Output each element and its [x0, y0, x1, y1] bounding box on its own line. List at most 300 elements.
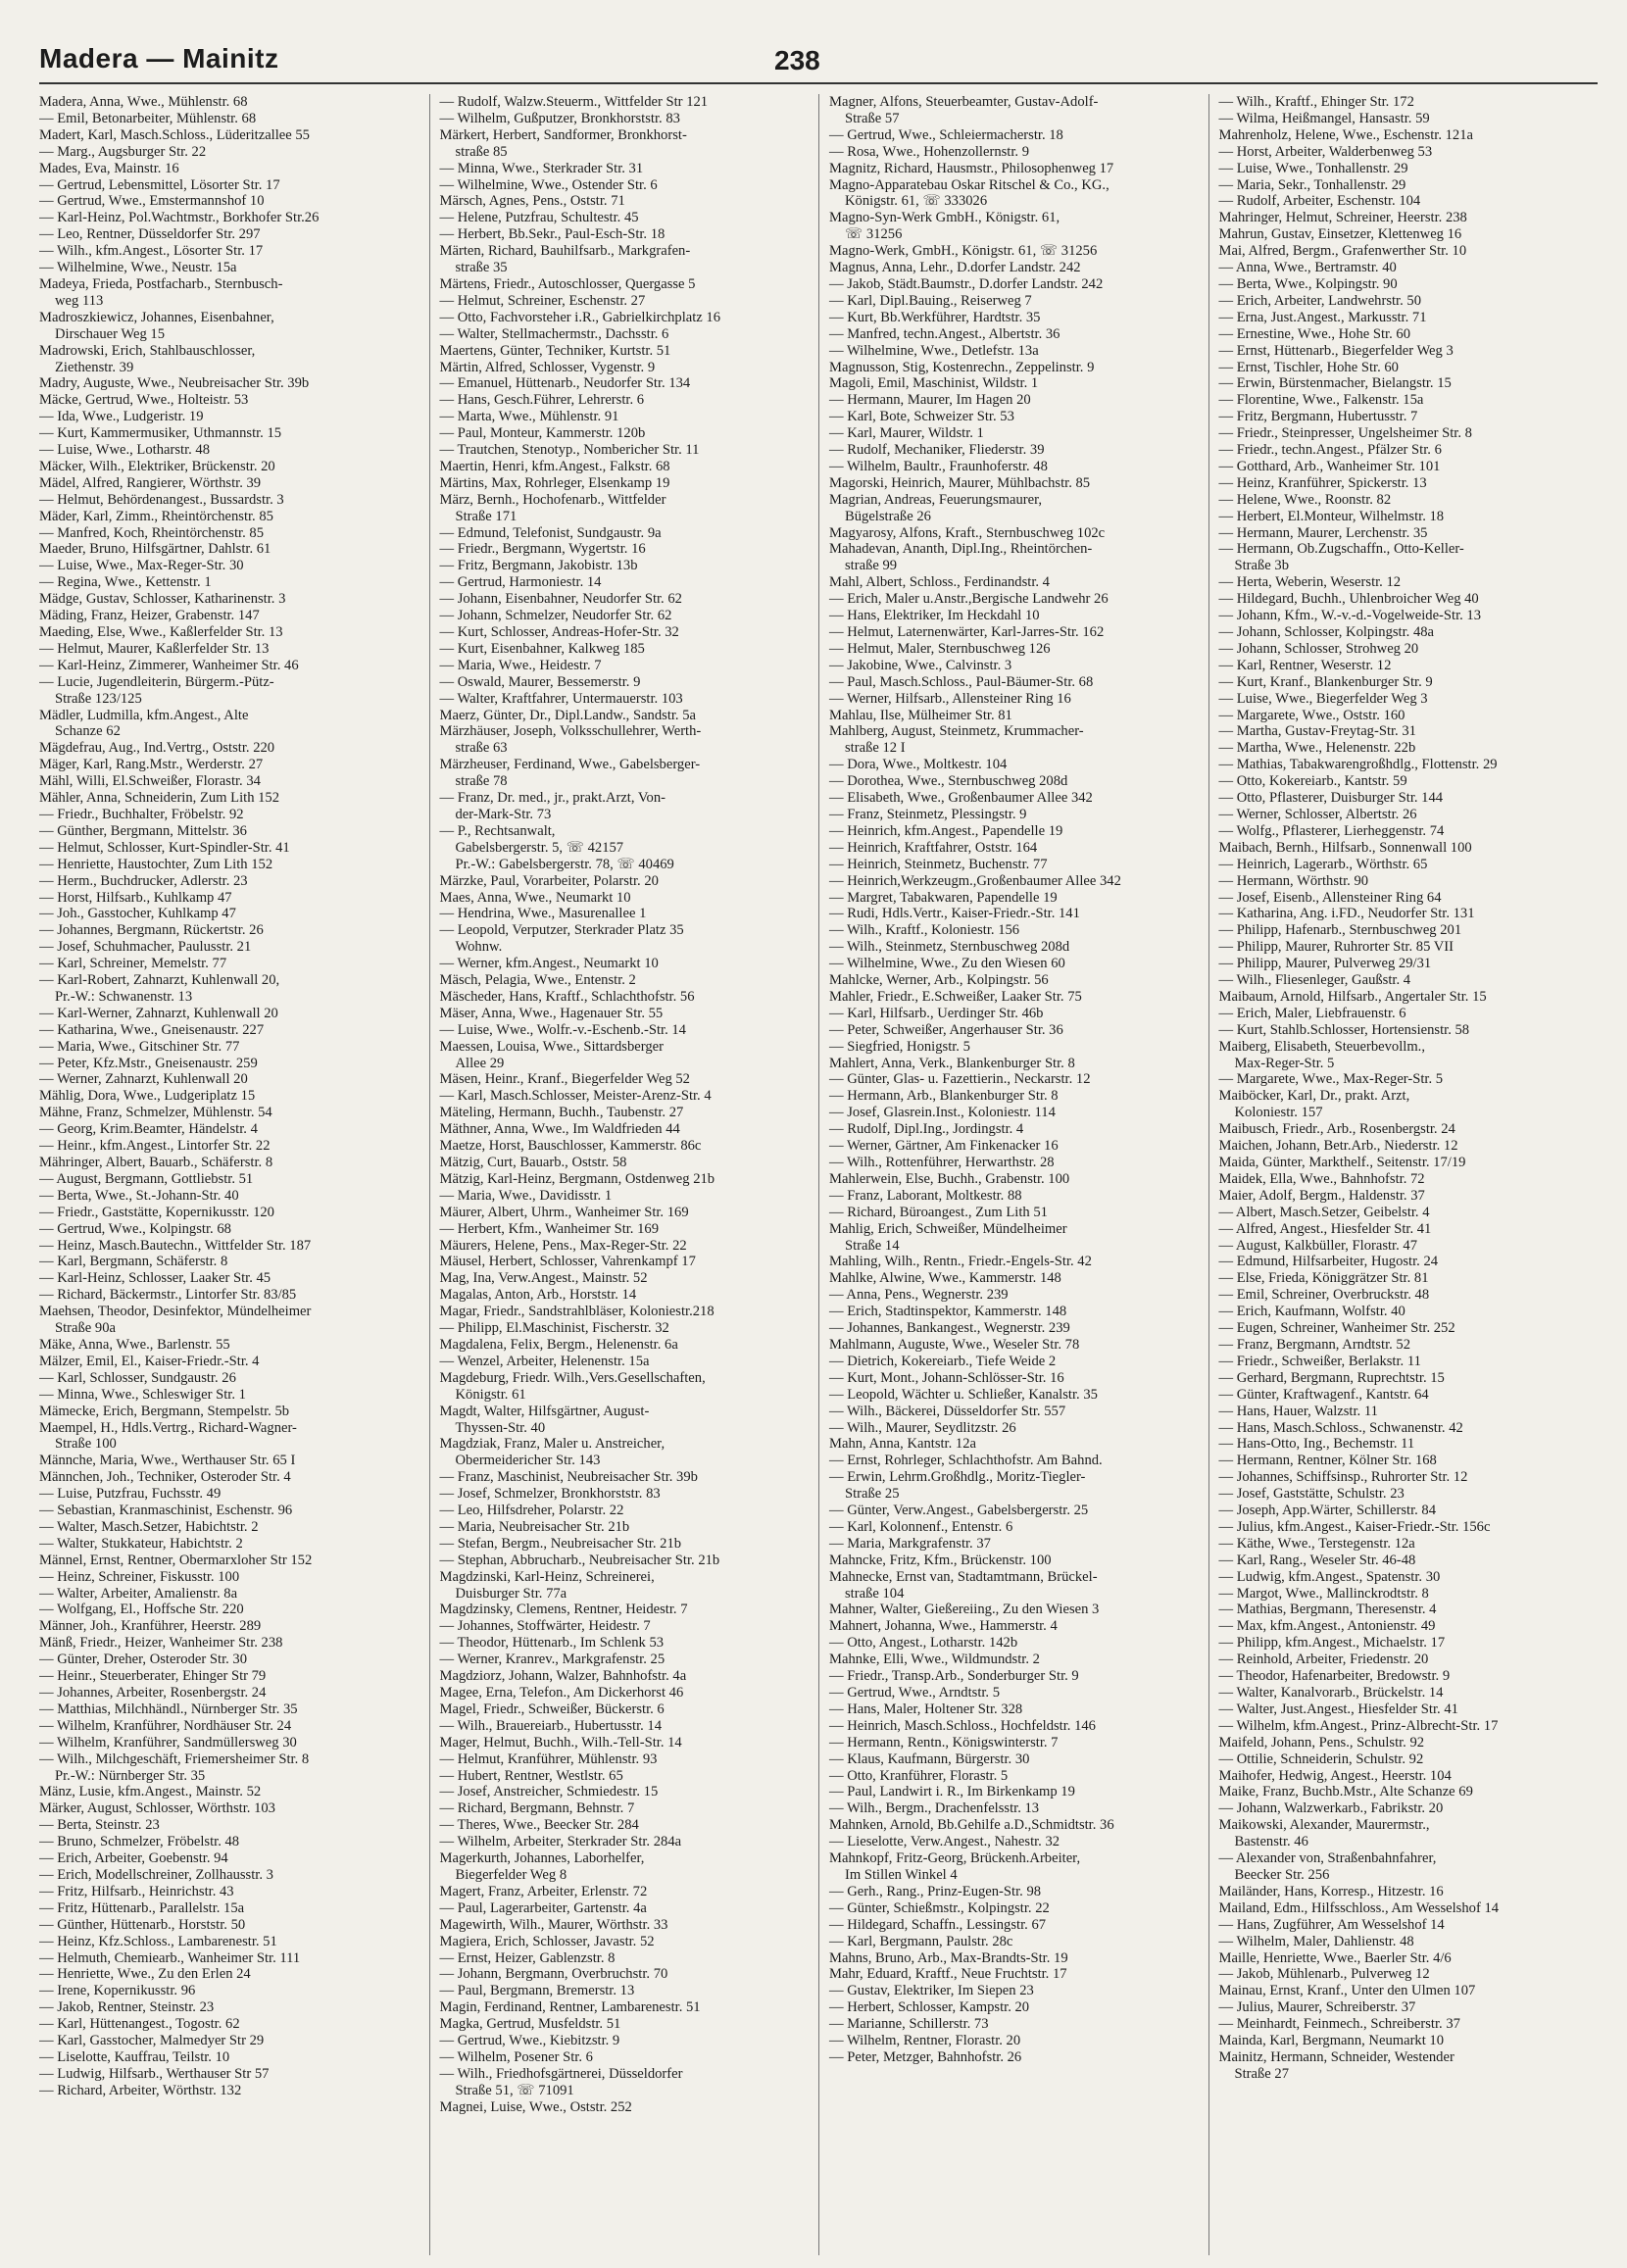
- directory-entry: Gabelsbergerstr. 5, ☏ 42157: [455, 839, 624, 856]
- directory-entry: — Jakob, Mühlenarb., Pulverweg 12: [1218, 1966, 1430, 1983]
- directory-entry: — Otto, Angest., Lotharstr. 142b: [829, 1635, 1018, 1652]
- directory-entry: Mahnkopf, Fritz-Georg, Brückenh.Arbeiter,: [829, 1850, 1081, 1867]
- directory-entry: — Wilhelm, Posener Str. 6: [439, 2048, 593, 2065]
- directory-entry: — Karl, Bergmann, Schäferstr. 8: [39, 1254, 228, 1270]
- directory-entry: — Wilhelm, Arbeiter, Sterkrader Str. 284a: [439, 1834, 682, 1850]
- directory-entry: Magewirth, Wilh., Maurer, Wörthstr. 33: [439, 1916, 668, 1933]
- directory-entry: — Richard, Bergmann, Behnstr. 7: [439, 1800, 635, 1817]
- directory-entry: — Franz, Bergmann, Arndtstr. 52: [1218, 1336, 1411, 1353]
- directory-entry: — Wilhelmine, Wwe., Ostender Str. 6: [439, 176, 658, 193]
- directory-entry: — Erich, Maler, Liebfrauenstr. 6: [1218, 1005, 1406, 1021]
- directory-entry: Mähringer, Albert, Bauarb., Schäferstr. 8: [39, 1155, 273, 1170]
- directory-entry: Madeya, Frieda, Postfacharb., Sternbusch-: [39, 275, 283, 292]
- directory-entry: Mahlke, Alwine, Wwe., Kammerstr. 148: [829, 1270, 1061, 1287]
- directory-entry: — Richard, Bäckermstr., Lintorfer Str. 83/85: [39, 1287, 297, 1304]
- directory-entry: — August, Bergmann, Gottliebstr. 51: [39, 1170, 254, 1187]
- directory-entry: — Johannes, Bergmann, Rückertstr. 26: [39, 922, 264, 939]
- directory-entry: — Josef, Gaststätte, Schulstr. 23: [1218, 1486, 1405, 1503]
- directory-entry: — Luise, Wwe., Biegerfelder Weg 3: [1218, 690, 1428, 707]
- directory-entry: Mahr, Eduard, Kraftf., Neue Fruchtstr. 17: [829, 1966, 1067, 1983]
- directory-entry: Mäke, Anna, Wwe., Barlenstr. 55: [39, 1336, 230, 1353]
- directory-entry: straße 85: [455, 143, 508, 160]
- directory-entry: — Erich, Arbeiter, Goebenstr. 94: [39, 1850, 228, 1867]
- directory-entry: — Emanuel, Hüttenarb., Neudorfer Str. 134: [439, 375, 691, 392]
- directory-entry: — Lieselotte, Verw.Angest., Nahestr. 32: [829, 1834, 1060, 1850]
- directory-entry: — Wilh., Kraftf., Ehinger Str. 172: [1218, 94, 1414, 110]
- directory-entry: — Helmut, Behördenangest., Bussardstr. 3: [39, 491, 284, 508]
- directory-entry: — Hermann, Ob.Zugschaffn., Otto-Keller-: [1218, 541, 1464, 558]
- directory-entry: Magno-Apparatebau Oskar Ritschel & Co., KG.,: [829, 176, 1109, 193]
- directory-entry: Mai, Alfred, Bergm., Grafenwerther Str. 10: [1218, 243, 1467, 260]
- directory-entry: — Alexander von, Straßenbahnfahrer,: [1218, 1850, 1437, 1867]
- directory-entry: straße 104: [845, 1585, 905, 1602]
- directory-entry: — Philipp, kfm.Angest., Michaelstr. 17: [1218, 1635, 1446, 1652]
- directory-entry: Mäsch, Pelagia, Wwe., Entenstr. 2: [439, 972, 636, 989]
- directory-entry: — Margarete, Wwe., Oststr. 160: [1218, 707, 1405, 723]
- directory-entry: Mänß, Friedr., Heizer, Wanheimer Str. 238: [39, 1635, 283, 1652]
- directory-entry: — Franz, Maschinist, Neubreisacher Str. 39b: [439, 1469, 698, 1486]
- directory-entry: Maerz, Günter, Dr., Dipl.Landw., Sandstr. 5a: [439, 707, 697, 723]
- directory-entry: Mälzer, Emil, El., Kaiser-Friedr.-Str. 4: [39, 1353, 260, 1369]
- directory-entry: — Karl, Gasstocher, Malmedyer Str 29: [39, 2033, 265, 2049]
- directory-entry: — Leo, Hilfsdreher, Polarstr. 22: [439, 1503, 624, 1519]
- directory-entry: Mäcke, Gertrud, Wwe., Holteistr. 53: [39, 392, 249, 409]
- column-4: [1208, 94, 1599, 2255]
- directory-entry: Mähne, Franz, Schmelzer, Mühlenstr. 54: [39, 1105, 272, 1121]
- directory-entry: Duisburger Str. 77a: [455, 1585, 567, 1602]
- directory-entry: Maifeld, Johann, Pens., Schulstr. 92: [1218, 1734, 1425, 1750]
- directory-entry: Mahncke, Fritz, Kfm., Brückenstr. 100: [829, 1552, 1052, 1568]
- directory-entry: — Walter, Kanalvorarb., Brückelstr. 14: [1218, 1685, 1444, 1701]
- directory-entry: — Friedr., techn.Angest., Pfälzer Str. 6: [1218, 442, 1442, 459]
- directory-entry: — Wilh., Rottenführer, Herwarthstr. 28: [829, 1155, 1055, 1170]
- directory-entry: — Franz, Laborant, Moltkestr. 88: [829, 1187, 1022, 1204]
- directory-entry: Mainitz, Hermann, Schneider, Westender: [1218, 2048, 1454, 2065]
- page-number: 238: [774, 45, 820, 75]
- directory-entry: — Hans, Elektriker, Im Heckdahl 10: [829, 608, 1040, 624]
- directory-entry: Madroszkiewicz, Johannes, Eisenbahner,: [39, 309, 274, 325]
- directory-entry: — Dorothea, Wwe., Sternbuschweg 208d: [829, 773, 1068, 790]
- directory-entry: Maertin, Henri, kfm.Angest., Falkstr. 68: [439, 458, 670, 474]
- directory-entry: — Karl, Rentner, Weserstr. 12: [1218, 657, 1392, 673]
- directory-entry: Madert, Karl, Masch.Schloss., Lüderitzallee 55: [39, 126, 310, 143]
- directory-entry: — Hermann, Arb., Blankenburger Str. 8: [829, 1088, 1059, 1105]
- directory-entry: — Werner, Gärtner, Am Finkenacker 16: [829, 1138, 1059, 1155]
- directory-entry: — Johannes, Bankangest., Wegnerstr. 239: [829, 1320, 1070, 1337]
- directory-entry: Pr.-W.: Nürnberger Str. 35: [55, 1767, 206, 1784]
- directory-entry: Mäsen, Heinr., Kranf., Biegerfelder Weg 52: [439, 1071, 690, 1088]
- directory-entry: Magnusson, Stig, Kostenrechn., Zeppelinstr. 9: [829, 359, 1095, 375]
- directory-entry: Max-Reger-Str. 5: [1234, 1055, 1335, 1071]
- directory-entry: — Wilhelm, Gußputzer, Bronkhorststr. 83: [439, 110, 680, 126]
- directory-entry: Maehsen, Theodor, Desinfektor, Mündelheimer: [39, 1304, 312, 1320]
- directory-entry: Maempel, H., Hdls.Vertrg., Richard-Wagner-: [39, 1419, 297, 1436]
- directory-entry: — Walter, Masch.Setzer, Habichtstr. 2: [39, 1518, 259, 1535]
- directory-entry: Dirschauer Weg 15: [55, 325, 166, 342]
- directory-entry: — Maria, Wwe., Heidestr. 7: [439, 657, 602, 673]
- directory-entry: — Stephan, Abbrucharb., Neubreisacher Str. 21b: [439, 1552, 720, 1568]
- directory-entry: Magel, Friedr., Schweißer, Bückerstr. 6: [439, 1701, 665, 1717]
- directory-entry: — Günther, Bergmann, Mittelstr. 36: [39, 822, 247, 839]
- directory-entry: — Heinrich, Steinmetz, Buchenstr. 77: [829, 856, 1048, 872]
- directory-entry: Magyarosy, Alfons, Kraft., Sternbuschweg 102c: [829, 524, 1106, 541]
- directory-entry: Mädler, Ludmilla, kfm.Angest., Alte: [39, 707, 249, 723]
- directory-entry: Straße 27: [1234, 2065, 1290, 2082]
- directory-entry: — Walter, Kraftfahrer, Untermauerstr. 103: [439, 690, 683, 707]
- directory-entry: — Henriette, Wwe., Zu den Erlen 24: [39, 1966, 251, 1983]
- directory-entry: — Luise, Putzfrau, Fuchsstr. 49: [39, 1486, 222, 1503]
- directory-entry: Magnitz, Richard, Hausmstr., Philosophenweg 17: [829, 160, 1114, 176]
- directory-entry: — Horst, Hilfsarb., Kuhlkamp 47: [39, 889, 232, 906]
- directory-entry: — Wilhelmine, Wwe., Zu den Wiesen 60: [829, 956, 1065, 972]
- directory-entry: — Karl, Bote, Schweizer Str. 53: [829, 409, 1014, 425]
- directory-entry: Bügelstraße 26: [845, 508, 931, 524]
- directory-entry: Märtin, Alfred, Schlosser, Vygenstr. 9: [439, 359, 656, 375]
- directory-entry: — Sebastian, Kranmaschinist, Eschenstr. 96: [39, 1503, 293, 1519]
- directory-entry: — Gotthard, Arb., Wanheimer Str. 101: [1218, 458, 1441, 474]
- directory-entry: — Emil, Schreiner, Overbruckstr. 48: [1218, 1287, 1430, 1304]
- directory-entry: — Karl, Hüttenangest., Togostr. 62: [39, 2016, 240, 2033]
- directory-entry: — Heinz, Schreiner, Fiskusstr. 100: [39, 1568, 240, 1585]
- directory-entry: Märzheuser, Ferdinand, Wwe., Gabelsberger-: [439, 757, 701, 773]
- directory-entry: — Wilhelmine, Wwe., Neustr. 15a: [39, 260, 237, 276]
- directory-entry: Magdalena, Felix, Bergm., Helenenstr. 6a: [439, 1336, 678, 1353]
- directory-entry: — Dora, Wwe., Moltkestr. 104: [829, 757, 1008, 773]
- directory-entry: Magoli, Emil, Maschinist, Wildstr. 1: [829, 375, 1039, 392]
- directory-entry: — Hans, Hauer, Walzstr. 11: [1218, 1403, 1378, 1419]
- directory-entry: Magner, Alfons, Steuerbeamter, Gustav-Adolf-: [829, 94, 1099, 110]
- directory-entry: — Helmut, Kranführer, Mühlenstr. 93: [439, 1750, 658, 1767]
- directory-entry: — Walter, Stukkateur, Habichtstr. 2: [39, 1535, 243, 1552]
- directory-entry: — Paul, Monteur, Kammerstr. 120b: [439, 425, 646, 442]
- directory-entry: weg 113: [55, 292, 104, 309]
- directory-entry: — Hans, Gesch.Führer, Lehrerstr. 6: [439, 392, 645, 409]
- directory-entry: — Theres, Wwe., Beecker Str. 284: [439, 1817, 639, 1834]
- directory-entry: — Karl, Schlosser, Sundgaustr. 26: [39, 1369, 236, 1386]
- directory-entry: — Marta, Wwe., Mühlenstr. 91: [439, 409, 619, 425]
- directory-entry: — Katharina, Ang. i.FD., Neudorfer Str. 131: [1218, 906, 1475, 922]
- directory-entry: — Reinhold, Arbeiter, Friedenstr. 20: [1218, 1652, 1429, 1668]
- directory-entry: straße 99: [845, 558, 898, 574]
- directory-entry: Mahlig, Erich, Schweißer, Mündelheimer: [829, 1220, 1067, 1237]
- directory-entry: — Wilhelmine, Wwe., Detlefstr. 13a: [829, 342, 1039, 359]
- directory-entry: — Erich, Kaufmann, Wolfstr. 40: [1218, 1304, 1405, 1320]
- directory-entry: Mahlberg, August, Steinmetz, Krummacher-: [829, 723, 1084, 740]
- directory-entry: Männer, Joh., Kranführer, Heerstr. 289: [39, 1618, 262, 1635]
- directory-entry: — Peter, Kfz.Mstr., Gneisenaustr. 259: [39, 1055, 258, 1071]
- directory-entry: — Minna, Wwe., Schleswiger Str. 1: [39, 1386, 246, 1403]
- directory-entry: — Edmund, Hilfsarbeiter, Hugostr. 24: [1218, 1254, 1439, 1270]
- directory-entry: — Stefan, Bergm., Neubreisacher Str. 21b: [439, 1535, 682, 1552]
- directory-entry: — Philipp, Maurer, Pulverweg 29/31: [1218, 956, 1432, 972]
- directory-entry: Magiera, Erich, Schlosser, Javastr. 52: [439, 1933, 655, 1949]
- directory-entry: Koloniestr. 157: [1234, 1105, 1323, 1121]
- directory-entry: — Fritz, Hüttenarb., Parallelstr. 15a: [39, 1899, 245, 1916]
- directory-entry: — Rudolf, Mechaniker, Fliederstr. 39: [829, 442, 1045, 459]
- directory-entry: — Gerh., Rang., Prinz-Eugen-Str. 98: [829, 1883, 1042, 1899]
- directory-entry: — Werner, Zahnarzt, Kuhlenwall 20: [39, 1071, 248, 1088]
- directory-entry: — Paul, Lagerarbeiter, Gartenstr. 4a: [439, 1899, 647, 1916]
- directory-entry: Biegerfelder Weg 8: [455, 1866, 567, 1883]
- directory-entry: — Wilhelm, kfm.Angest., Prinz-Albrecht-Str. 17: [1218, 1717, 1499, 1734]
- directory-entry: — Gertrud, Wwe., Arndtstr. 5: [829, 1685, 1001, 1701]
- directory-entry: Maeder, Bruno, Hilfsgärtner, Dahlstr. 61: [39, 541, 271, 558]
- directory-entry: Straße 3b: [1234, 558, 1290, 574]
- directory-entry: Mäurers, Helene, Pens., Max-Reger-Str. 22: [439, 1237, 687, 1254]
- directory-entry: Mäusel, Herbert, Schlosser, Vahrenkampf 17: [439, 1254, 696, 1270]
- directory-entry: — Jakob, Städt.Baumstr., D.dorfer Landstr. 242: [829, 275, 1104, 292]
- directory-entry: — Günter, Kraftwagenf., Kantstr. 64: [1218, 1386, 1429, 1403]
- directory-entry: — Albert, Masch.Setzer, Geibelstr. 4: [1218, 1204, 1430, 1220]
- directory-entry: — Gertrud, Wwe., Kiebitzstr. 9: [439, 2033, 620, 2049]
- directory-entry: — Helmut, Maler, Sternbuschweg 126: [829, 640, 1051, 657]
- directory-entry: Maibach, Bernh., Hilfsarb., Sonnenwall 100: [1218, 839, 1472, 856]
- directory-entry: — Rudolf, Arbeiter, Eschenstr. 104: [1218, 193, 1421, 210]
- directory-entry: — Joseph, App.Wärter, Schillerstr. 84: [1218, 1503, 1437, 1519]
- directory-entry: — Martha, Wwe., Helenenstr. 22b: [1218, 740, 1416, 757]
- directory-entry: — Gertrud, Harmoniestr. 14: [439, 574, 602, 591]
- directory-entry: — Gustav, Elektriker, Im Siepen 23: [829, 1983, 1034, 1999]
- directory-entry: Männche, Maria, Wwe., Werthauser Str. 65 I: [39, 1453, 296, 1469]
- directory-entry: Mädge, Gustav, Schlosser, Katharinenstr. 3: [39, 591, 286, 608]
- column-3: [818, 94, 1208, 2255]
- directory-entry: Märten, Richard, Bauhilfsarb., Markgrafen-: [439, 243, 691, 260]
- directory-entry: Mäding, Franz, Heizer, Grabenstr. 147: [39, 608, 260, 624]
- directory-entry: — Ida, Wwe., Ludgeristr. 19: [39, 409, 204, 425]
- directory-entry: — Hans, Maler, Holtener Str. 328: [829, 1701, 1023, 1717]
- directory-entry: Mahnken, Arnold, Bb.Gehilfe a.D.,Schmidtstr. 36: [829, 1817, 1114, 1834]
- directory-entry: — Heinr., Steuerberater, Ehinger Str 79: [39, 1668, 267, 1685]
- directory-entry: Mahlert, Anna, Verk., Blankenburger Str. 8: [829, 1055, 1075, 1071]
- directory-entry: — Gertrud, Wwe., Emstermannshof 10: [39, 193, 265, 210]
- directory-entry: Mahn, Anna, Kantstr. 12a: [829, 1436, 976, 1453]
- directory-entry: Maetze, Horst, Bauschlosser, Kammerstr. 86c: [439, 1138, 702, 1155]
- directory-entry: — Walter, Arbeiter, Amalienstr. 8a: [39, 1585, 238, 1602]
- directory-entry: Magdziak, Franz, Maler u. Anstreicher,: [439, 1436, 666, 1453]
- directory-entry: Magka, Gertrud, Musfeldstr. 51: [439, 2016, 621, 2033]
- directory-entry: Straße 25: [845, 1486, 900, 1503]
- directory-entry: — Hermann, Maurer, Lerchenstr. 35: [1218, 524, 1428, 541]
- directory-entry: — Hans, Zugführer, Am Wesselshof 14: [1218, 1916, 1445, 1933]
- directory-entry: Männchen, Joh., Techniker, Osteroder Str. 4: [39, 1469, 291, 1486]
- directory-entry: — Eugen, Schreiner, Wanheimer Str. 252: [1218, 1320, 1455, 1337]
- directory-entry: Mahnert, Johanna, Wwe., Hammerstr. 4: [829, 1618, 1058, 1635]
- directory-entry: straße 78: [455, 773, 508, 790]
- directory-entry: — Wilh., Steinmetz, Sternbuschweg 208d: [829, 939, 1070, 956]
- directory-entry: Mähler, Anna, Schneiderin, Zum Lith 152: [39, 790, 280, 807]
- directory-entry: — Rudi, Hdls.Vertr., Kaiser-Friedr.-Str. 141: [829, 906, 1080, 922]
- directory-entry: — Karl-Robert, Zahnarzt, Kuhlenwall 20,: [39, 972, 280, 989]
- directory-entry: — Matthias, Milchhändl., Nürnberger Str. 35: [39, 1701, 298, 1717]
- directory-entry: — Friedr., Buchhalter, Fröbelstr. 92: [39, 806, 244, 822]
- directory-entry: — Günter, Dreher, Osteroder Str. 30: [39, 1652, 248, 1668]
- directory-entry: — Wilh., kfm.Angest., Lösorter Str. 17: [39, 243, 264, 260]
- directory-entry: Maichen, Johann, Betr.Arb., Niederstr. 12: [1218, 1138, 1458, 1155]
- directory-entry: Allee 29: [455, 1055, 505, 1071]
- directory-entry: — Rudolf, Walzw.Steuerm., Wittfelder Str 121: [439, 94, 709, 110]
- directory-entry: — Dietrich, Kokereiarb., Tiefe Weide 2: [829, 1353, 1057, 1369]
- directory-entry: — Erich, Maler u.Anstr.,Bergische Landwehr 26: [829, 591, 1109, 608]
- directory-entry: Mainda, Karl, Bergmann, Neumarkt 10: [1218, 2033, 1445, 2049]
- directory-entry: — Peter, Schweißer, Angerhauser Str. 36: [829, 1021, 1063, 1038]
- directory-entry: — Regina, Wwe., Kettenstr. 1: [39, 574, 212, 591]
- directory-entry: Magdziorz, Johann, Walzer, Bahnhofstr. 4a: [439, 1668, 687, 1685]
- directory-entry: — Wilh., Bäckerei, Düsseldorfer Str. 557: [829, 1403, 1066, 1419]
- directory-entry: — Otto, Fachvorsteher i.R., Gabrielkirchplatz 16: [439, 309, 721, 325]
- directory-entry: — Leopold, Verputzer, Sterkrader Platz 35: [439, 922, 684, 939]
- directory-entry: Magerkurth, Johannes, Laborhelfer,: [439, 1850, 645, 1867]
- directory-entry: — Maria, Markgrafenstr. 37: [829, 1535, 991, 1552]
- directory-entry: — Josef, Schuhmacher, Paulusstr. 21: [39, 939, 252, 956]
- directory-entry: — Günter, Schießmstr., Kolpingstr. 22: [829, 1899, 1050, 1916]
- directory-entry: — Walter, Just.Angest., Hiesfelder Str. 41: [1218, 1701, 1458, 1717]
- directory-entry: — Else, Frieda, Königgrätzer Str. 81: [1218, 1270, 1429, 1287]
- directory-entry: — Julius, kfm.Angest., Kaiser-Friedr.-Str. 156c: [1218, 1518, 1491, 1535]
- directory-entry: — Luise, Wwe., Lotharstr. 48: [39, 442, 211, 459]
- directory-entry: — Hildegard, Buchh., Uhlenbroicher Weg 40: [1218, 591, 1479, 608]
- directory-entry: Mäser, Anna, Wwe., Hagenauer Str. 55: [439, 1005, 664, 1021]
- directory-entry: Maihofer, Hedwig, Angest., Heerstr. 104: [1218, 1767, 1452, 1784]
- directory-entry: Mäscheder, Hans, Kraftf., Schlachthofstr. 56: [439, 988, 695, 1005]
- directory-entry: — Heinz, Kranführer, Spickerstr. 13: [1218, 474, 1427, 491]
- directory-entry: — Johannes, Schiffsinsp., Ruhrorter Str. 12: [1218, 1469, 1468, 1486]
- directory-entry: — Johann, Eisenbahner, Neudorfer Str. 62: [439, 591, 682, 608]
- directory-entry: — Herbert, Bb.Sekr., Paul-Esch-Str. 18: [439, 226, 666, 243]
- directory-entry: Maeding, Else, Wwe., Kaßlerfelder Str. 13: [39, 624, 283, 640]
- directory-entry: Männel, Ernst, Rentner, Obermarxloher Str 152: [39, 1552, 313, 1568]
- directory-entry: Mahling, Wilh., Rentn., Friedr.-Engels-Str. 42: [829, 1254, 1092, 1270]
- directory-entry: — Siegfried, Honigstr. 5: [829, 1038, 970, 1055]
- directory-entry: — Heinz, Kfz.Schloss., Lambarenestr. 51: [39, 1933, 277, 1949]
- directory-entry: — Helmut, Schreiner, Eschenstr. 27: [439, 292, 646, 309]
- directory-entry: Maibusch, Friedr., Arb., Rosenbergstr. 24: [1218, 1121, 1455, 1138]
- directory-entry: — Hermann, Rentner, Kölner Str. 168: [1218, 1453, 1437, 1469]
- directory-entry: — Hans-Otto, Ing., Bechemstr. 11: [1218, 1436, 1415, 1453]
- directory-entry: Mämecke, Erich, Bergmann, Stempelstr. 5b: [39, 1403, 290, 1419]
- directory-entry: Märker, August, Schlosser, Wörthstr. 103: [39, 1800, 275, 1817]
- directory-entry: — Wilh., Milchgeschäft, Friemersheimer Str. 8: [39, 1750, 310, 1767]
- directory-entry: — Elisabeth, Wwe., Großenbaumer Allee 342: [829, 790, 1093, 807]
- directory-entry: — Margret, Tabakwaren, Papendelle 19: [829, 889, 1058, 906]
- directory-entry: Mähl, Willi, El.Schweißer, Florastr. 34: [39, 773, 261, 790]
- directory-entry: Mäger, Karl, Rang.Mstr., Werderstr. 27: [39, 757, 264, 773]
- directory-entry: — Helmuth, Chemiearb., Wanheimer Str. 111: [39, 1949, 301, 1966]
- directory-entry: — Mathias, Tabakwarengroßhdlg., Flottenstr. 29: [1218, 757, 1498, 773]
- directory-entry: Mahrenholz, Helene, Wwe., Eschenstr. 121a: [1218, 126, 1473, 143]
- directory-entry: — Herbert, Kfm., Wanheimer Str. 169: [439, 1220, 659, 1237]
- directory-entry: — Werner, Schlosser, Albertstr. 26: [1218, 806, 1417, 822]
- directory-entry: — Günther, Hüttenarb., Horststr. 50: [39, 1916, 246, 1933]
- directory-entry: — Wolfg., Pflasterer, Lierheggenstr. 74: [1218, 822, 1445, 839]
- directory-entry: — Johann, Schlosser, Strohweg 20: [1218, 640, 1419, 657]
- directory-entry: — Wolfgang, El., Hoffsche Str. 220: [39, 1602, 244, 1618]
- directory-entry: Märzhäuser, Joseph, Volksschullehrer, Werth-: [439, 723, 702, 740]
- directory-entry: Mäurer, Albert, Uhrm., Wanheimer Str. 169: [439, 1204, 689, 1220]
- directory-entry: — Paul, Landwirt i. R., Im Birkenkamp 19: [829, 1784, 1075, 1800]
- directory-entry: — Henriette, Haustochter, Zum Lith 152: [39, 856, 273, 872]
- directory-entry: — Fritz, Hilfsarb., Heinrichstr. 43: [39, 1883, 234, 1899]
- directory-entry: Magert, Franz, Arbeiter, Erlenstr. 72: [439, 1883, 648, 1899]
- directory-entry: — Rosa, Wwe., Hohenzollernstr. 9: [829, 143, 1030, 160]
- directory-entry: — Wilh., Fliesenleger, Gaußstr. 4: [1218, 972, 1411, 989]
- directory-entry: — Richard, Büroangest., Zum Lith 51: [829, 1204, 1048, 1220]
- directory-entry: — Werner, Hilfsarb., Allensteiner Ring 16: [829, 690, 1071, 707]
- directory-entry: — Kurt, Eisenbahner, Kalkweg 185: [439, 640, 645, 657]
- directory-entry: — Fritz, Bergmann, Jakobistr. 13b: [439, 558, 638, 574]
- directory-entry: — Maria, Wwe., Davidisstr. 1: [439, 1187, 613, 1204]
- directory-entry: — Karl, Hilfsarb., Uerdinger Str. 46b: [829, 1005, 1044, 1021]
- directory-entry: — Josef, Eisenb., Allensteiner Ring 64: [1218, 889, 1442, 906]
- directory-entry: — Heinr., kfm.Angest., Lintorfer Str. 22: [39, 1138, 271, 1155]
- directory-entry: Märkert, Herbert, Sandformer, Bronkhorst-: [439, 126, 687, 143]
- directory-entry: Mänz, Lusie, kfm.Angest., Mainstr. 52: [39, 1784, 262, 1800]
- directory-entry: — Wilh., Brauereiarb., Hubertusstr. 14: [439, 1717, 663, 1734]
- directory-entry: straße 35: [455, 260, 508, 276]
- directory-entry: — Ludwig, Hilfsarb., Werthauser Str 57: [39, 2065, 270, 2082]
- directory-entry: — Heinrich, kfm.Angest., Papendelle 19: [829, 822, 1063, 839]
- directory-entry: Straße 171: [455, 508, 518, 524]
- directory-entry: — Ernst, Hüttenarb., Biegerfelder Weg 3: [1218, 342, 1454, 359]
- directory-entry: Maike, Franz, Buchb.Mstr., Alte Schanze 69: [1218, 1784, 1473, 1800]
- directory-entry: — Edmund, Telefonist, Sundgaustr. 9a: [439, 524, 662, 541]
- directory-entry: Mahns, Bruno, Arb., Max-Brandts-Str. 19: [829, 1949, 1068, 1966]
- directory-entry: — Margarete, Wwe., Max-Reger-Str. 5: [1218, 1071, 1444, 1088]
- directory-entry: — Meinhardt, Feinmech., Schreiberstr. 37: [1218, 2016, 1460, 2033]
- directory-entry: — Maria, Wwe., Gitschiner Str. 77: [39, 1038, 240, 1055]
- directory-entry: — Hendrina, Wwe., Masurenallee 1: [439, 906, 647, 922]
- directory-entry: — Karl, Bergmann, Paulstr. 28c: [829, 1933, 1013, 1949]
- directory-entry: — Helmut, Schlosser, Kurt-Spindler-Str. 41: [39, 839, 290, 856]
- directory-entry: Mätzig, Curt, Bauarb., Oststr. 58: [439, 1155, 627, 1170]
- directory-entry: Magrian, Andreas, Feuerungsmaurer,: [829, 491, 1043, 508]
- directory-entry: Königstr. 61: [455, 1386, 526, 1403]
- directory-entry: — Johann, Walzwerkarb., Fabrikstr. 20: [1218, 1800, 1444, 1817]
- directory-entry: — Philipp, Maurer, Ruhrorter Str. 85 VII: [1218, 939, 1454, 956]
- directory-entry: Mahlau, Ilse, Mülheimer Str. 81: [829, 707, 1012, 723]
- directory-entry: Mahnke, Elli, Wwe., Wildmundstr. 2: [829, 1652, 1040, 1668]
- directory-entry: Maida, Günter, Markthelf., Seitenstr. 17/19: [1218, 1155, 1466, 1170]
- directory-entry: — Johannes, Arbeiter, Rosenbergstr. 24: [39, 1685, 267, 1701]
- directory-entry: — Theodor, Hafenarbeiter, Bredowstr. 9: [1218, 1668, 1451, 1685]
- directory-entry: — Hermann, Wörthstr. 90: [1218, 872, 1369, 889]
- directory-entry: — Wilhelm, Baultr., Fraunhoferstr. 48: [829, 458, 1048, 474]
- directory-entry: — Heinrich, Kraftfahrer, Oststr. 164: [829, 839, 1038, 856]
- directory-entry: — Alfred, Angest., Hiesfelder Str. 41: [1218, 1220, 1432, 1237]
- directory-entry: — Karl-Heinz, Schlosser, Laaker Str. 45: [39, 1270, 271, 1287]
- directory-entry: Maier, Adolf, Bergm., Haldenstr. 37: [1218, 1187, 1425, 1204]
- directory-entry: — Hubert, Rentner, Westlstr. 65: [439, 1767, 623, 1784]
- directory-entry: — Gertrud, Lebensmittel, Lösorter Str. 17: [39, 176, 280, 193]
- directory-entry: — Franz, Steinmetz, Plessingstr. 9: [829, 806, 1027, 822]
- directory-entry: — Werner, kfm.Angest., Neumarkt 10: [439, 956, 659, 972]
- directory-entry: — Katharina, Wwe., Gneisenaustr. 227: [39, 1021, 265, 1038]
- directory-entry: — Luise, Wwe., Tonhallenstr. 29: [1218, 160, 1408, 176]
- directory-entry: Magorski, Heinrich, Maurer, Mühlbachstr. 85: [829, 474, 1091, 491]
- directory-entry: Madry, Auguste, Wwe., Neubreisacher Str. 39b: [39, 375, 310, 392]
- directory-entry: — Wilh., Friedhofsgärtnerei, Düsseldorfer: [439, 2065, 683, 2082]
- directory-entry: Maessen, Louisa, Wwe., Sittardsberger: [439, 1038, 664, 1055]
- directory-entry: — Martha, Gustav-Freytag-Str. 31: [1218, 723, 1416, 740]
- directory-entry: Maiberg, Elisabeth, Steuerbevollm.,: [1218, 1038, 1425, 1055]
- directory-entry: — Ernst, Heizer, Gablenzstr. 8: [439, 1949, 616, 1966]
- directory-entry: — Kurt, Kranf., Blankenburger Str. 9: [1218, 673, 1433, 690]
- directory-entry: Mäthner, Anna, Wwe., Im Waldfrieden 44: [439, 1121, 680, 1138]
- directory-entry: — Richard, Arbeiter, Wörthstr. 132: [39, 2082, 242, 2098]
- directory-entry: Thyssen-Str. 40: [455, 1419, 546, 1436]
- directory-entry: — Karl, Dipl.Bauing., Reiserweg 7: [829, 292, 1032, 309]
- directory-entry: Magno-Syn-Werk GmbH., Königstr. 61,: [829, 210, 1060, 226]
- directory-entry: Mahler, Friedr., E.Schweißer, Laaker Str. 75: [829, 988, 1082, 1005]
